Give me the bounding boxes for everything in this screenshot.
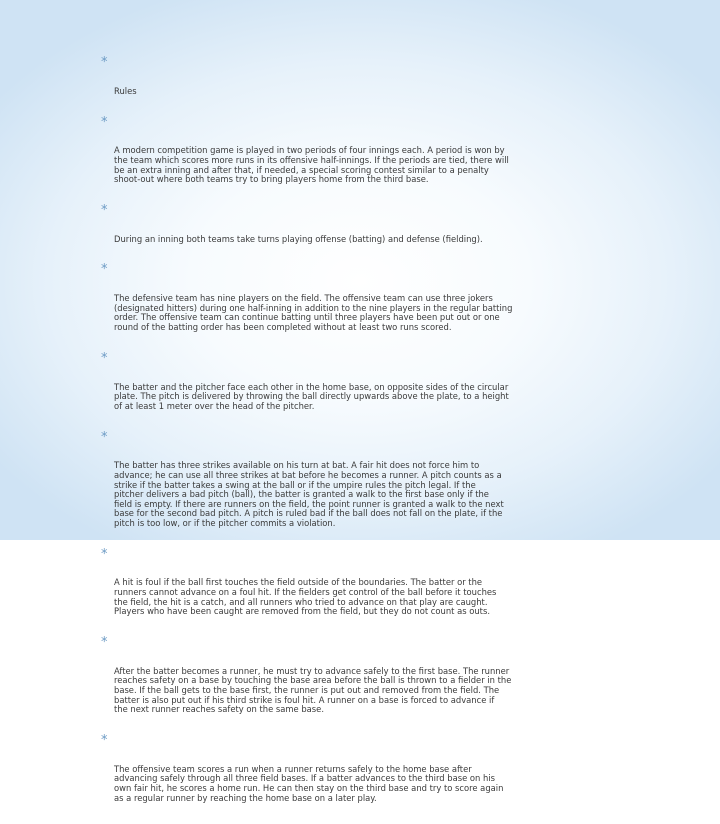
bullet-item-innings [101, 202, 591, 264]
bullet-item-pitching [101, 350, 591, 431]
bullet-text: The batter and the pitcher face each other in the home base, on opposite sides of the circular plate. The pitch is delivered by throwing the ball directly upwards above the plate, to a height of at least 1 meter over the head of the pitcher. [114, 381, 509, 411]
bullet-marker: * [101, 202, 108, 218]
bullet-item-teams [101, 262, 591, 351]
bullet-item-foul-hits [101, 546, 591, 636]
bullet-text: The offensive team scores a run when a runner returns safely to the home base after advancing safely through all three field bases. If a batter advances to the third base on his own fair hit, he scores a home run. He can then stay on the third base and try to score again as a regular runner by reaching the home base on a later play. [114, 763, 504, 803]
bullet-text: During an inning both teams take turns playing offense (batting) and defense (fielding). [114, 233, 483, 244]
bullet-item-strikes [101, 429, 591, 548]
bullet-text: Rules [114, 85, 137, 96]
bullet-item-scoring [101, 732, 591, 822]
slide-content [101, 55, 591, 824]
bullet-text: After the batter becomes a runner, he must try to advance safely to the first base. The runner reaches safety on a base by touching the base area before the ball is thrown to a fielder in the base. If the ball gets to the base first, the runner is put out and removed from the field. The batter is also put out if his third strike is foul hit. A runner on a base is forced to advance if the next runner reaches safety on the same base. [114, 665, 512, 715]
bullet-marker: * [101, 429, 108, 445]
bullet-marker: * [101, 114, 108, 130]
bullet-item-running [101, 635, 591, 734]
bullet-text: The batter has three strikes available on his turn at bat. A fair hit does not force him to advance; he can use all three strikes at bat before he becomes a runner. A pitch counts as a strike if the batter takes a swing at the ball or if the umpire rules the pitch legal. If the pitcher delivers a bad pitch (ball), the batter is granted a walk to the first base only if the field is empty. If there are runners on the field, the point runner is granted a walk to the next base for the second bad pitch. A pitch is ruled bad if the ball does not fall on the plate, if the pitch is too low, or if the pitcher commits a violation. [114, 460, 504, 528]
bullet-marker: * [101, 635, 108, 651]
bullet-text: A modern competition game is played in two periods of four innings each. A period is won by the team which scores more runs in its offensive half-innings. If the periods are tied, there will be an extra inning and after that, if needed, a special scoring contest similar to a penalty shoot-out where both teams try to bring players home from the third base. [114, 145, 509, 185]
bullet-text: The defensive team has nine players on the field. The offensive team can use three jokers (designated hitters) during one half-inning in addition to the nine players in the regular batting order. The offensive team can continue batting until three players have been put out or one round of the batting order has been completed without at least two runs scored. [114, 293, 513, 333]
bullet-marker: * [101, 732, 108, 748]
bullet-marker: * [101, 262, 108, 278]
bullet-marker: * [101, 55, 108, 70]
bullet-marker: * [101, 350, 108, 366]
bullet-marker: * [101, 546, 108, 562]
bullet-item-rules-heading [101, 55, 591, 116]
bullet-text: A hit is foul if the ball first touches the field outside of the boundaries. The batter or the runners cannot advance on a foul hit. If the fielders get control of the ball before it touches the field, the hit is a catch, and all runners who tried to advance on that play are caught. Players who have been caught are removed from the field, but they do not count as outs. [114, 577, 497, 617]
bullet-item-game-format [101, 114, 591, 204]
bullet-list [101, 55, 591, 822]
